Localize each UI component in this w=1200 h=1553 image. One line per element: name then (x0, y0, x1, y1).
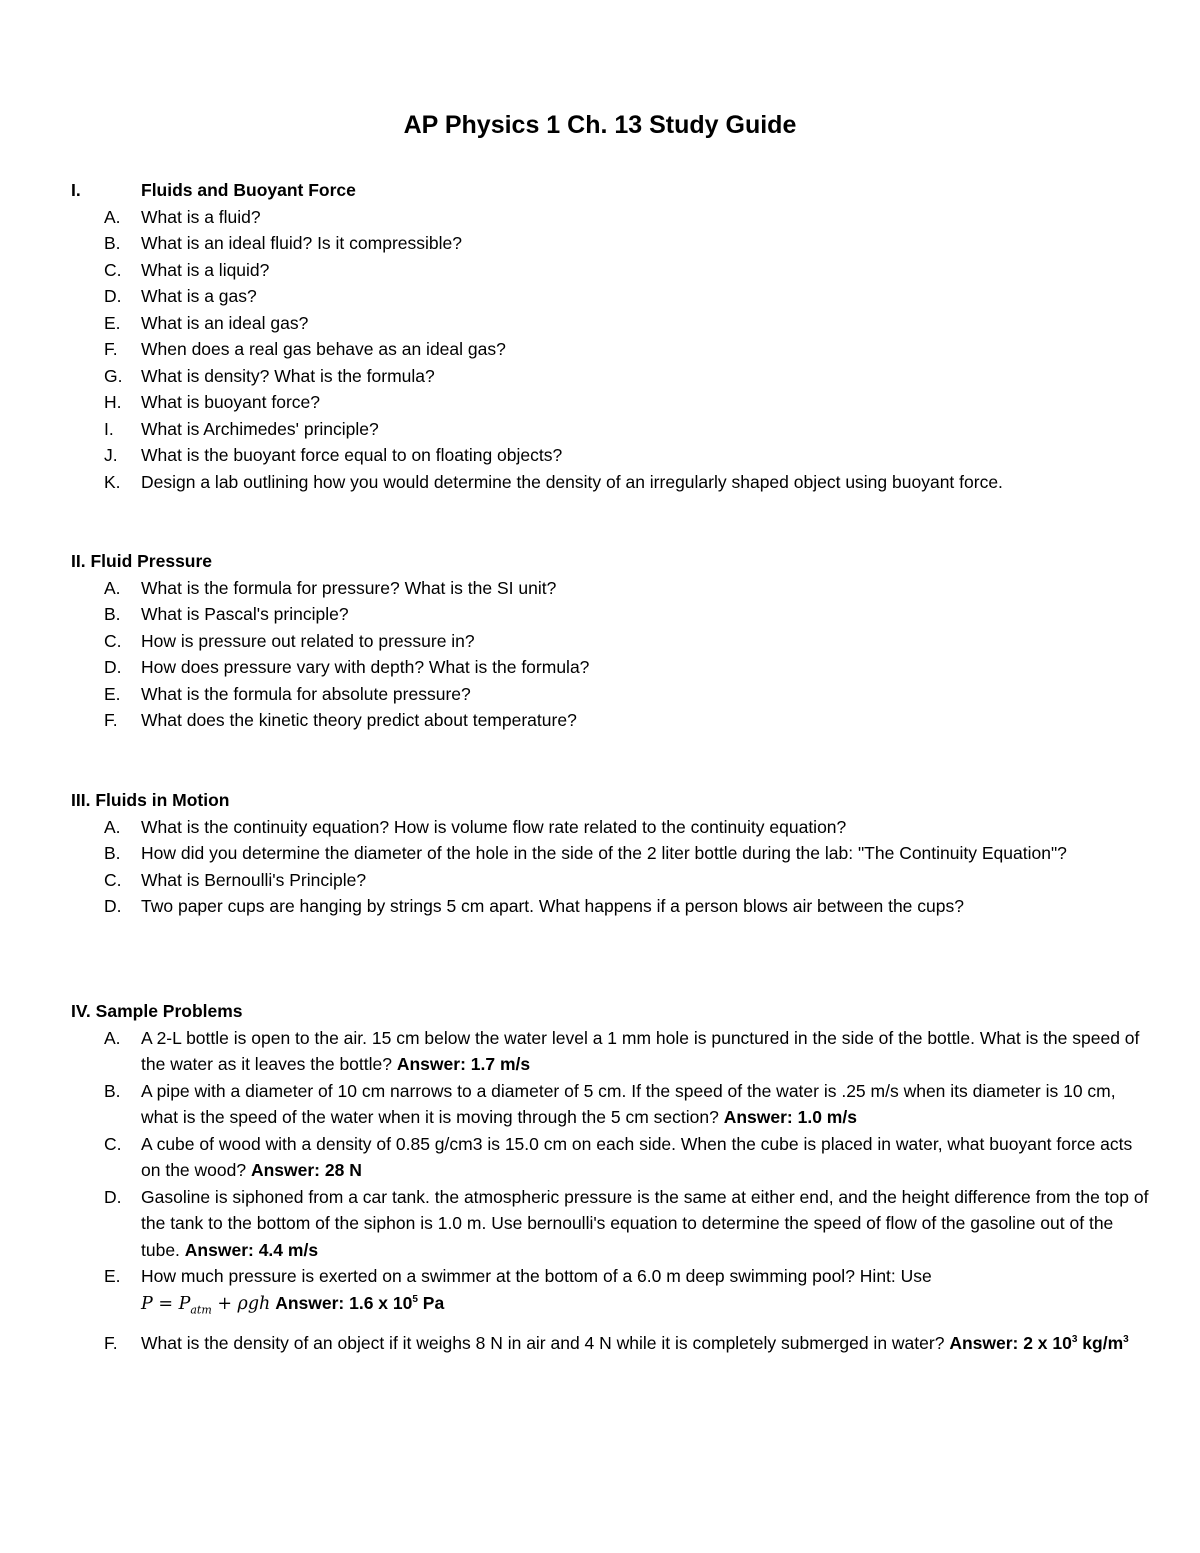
formula-subscript: atm (190, 1303, 212, 1317)
item-letter: I. (104, 418, 114, 439)
section-title: Fluids in Motion (95, 790, 230, 810)
item-text: What is a gas? (141, 286, 257, 306)
list-item (71, 601, 1151, 628)
item-text: How did you determine the diameter of the hole in the side of the 2 liter bottle during the lab: "The Continuity Equation"? (141, 843, 1067, 863)
item-letter: C. (104, 1133, 122, 1154)
item-text: How does pressure vary with depth? What is the formula? (141, 657, 590, 677)
pressure-formula (141, 1294, 271, 1317)
item-text: What is the formula for absolute pressure? (141, 683, 471, 704)
item-text: What does the kinetic theory predict about temperature? (141, 710, 577, 730)
item-text: What is an ideal fluid? Is it compressible? (141, 233, 462, 253)
list-item (71, 442, 1151, 469)
list-item (71, 814, 1151, 841)
answer-unit: Pa (417, 1293, 445, 1313)
item-letter: H. (104, 392, 122, 412)
section-title: Fluid Pressure (90, 551, 213, 571)
list-item (71, 575, 1151, 602)
item-letter: J. (104, 445, 118, 465)
section-fluids-buoyant-force (71, 177, 1151, 495)
section-fluids-in-motion (71, 787, 1151, 920)
list-item (71, 893, 1151, 920)
section-title: Sample Problems (95, 1001, 243, 1021)
list-item (71, 204, 1151, 231)
section-number: I. (71, 180, 81, 200)
section-number: IV. (71, 1001, 91, 1021)
unit-exponent: 3 (1123, 1333, 1129, 1345)
formula-rhs: + ρgh (211, 1294, 271, 1314)
list-item (71, 336, 1151, 363)
answer-text: Answer: 1.6 x 10 (275, 1293, 413, 1313)
list-item (71, 416, 1151, 443)
answer-unit: kg/m (1077, 1332, 1124, 1353)
item-text: What is the buoyant force equal to on floating objects? (141, 445, 563, 465)
answer: Answer: 1.7 m/s (396, 1054, 531, 1074)
answer-exponent: 3 (1071, 1333, 1078, 1345)
item-letter: E. (104, 1266, 121, 1286)
item-text: How is pressure out related to pressure in? (141, 630, 475, 651)
item-letter: F. (104, 339, 118, 359)
item-text: What is a liquid? (141, 259, 270, 280)
item-letter: D. (104, 896, 122, 916)
list-item (71, 1184, 1151, 1264)
section-heading (71, 998, 1151, 1025)
section-number: III. (71, 790, 91, 810)
item-text: What is buoyant force? (141, 392, 320, 412)
list-item (71, 310, 1151, 337)
section-title: Fluids and Buoyant Force (141, 180, 356, 200)
item-letter: F. (104, 1332, 118, 1353)
item-letter: A. (104, 816, 121, 837)
answer: Answer: 4.4 m/s (184, 1239, 319, 1260)
section-fluid-pressure (71, 548, 1151, 734)
list-item (71, 363, 1151, 390)
item-text: Design a lab outlining how you would determine the density of an irregularly shaped object using buoyant force. (141, 471, 1003, 492)
item-letter: E. (104, 683, 121, 704)
section-heading (71, 177, 1151, 204)
item-letter: K. (104, 471, 121, 492)
item-text: What is Pascal's principle? (141, 604, 349, 624)
answer: Answer: 1.0 m/s (723, 1107, 857, 1127)
section-sample-problems (71, 998, 1151, 1356)
item-letter: E. (104, 312, 121, 333)
item-text: What is the density of an object if it weighs 8 N in air and 4 N while it is completely submerged in water? (141, 1332, 950, 1353)
item-letter: G. (104, 365, 123, 386)
item-letter: C. (104, 869, 122, 890)
item-letter: A. (104, 577, 121, 598)
item-letter: C. (104, 630, 122, 651)
item-text: What is the formula for pressure? What is the SI unit? (141, 577, 557, 598)
answer: Answer: 28 N (250, 1160, 362, 1180)
item-letter: B. (104, 604, 121, 624)
item-letter: A. (104, 206, 121, 227)
item-text: What is an ideal gas? (141, 312, 309, 333)
item-letter: C. (104, 259, 122, 280)
answer (275, 1293, 444, 1313)
list-item (71, 389, 1151, 416)
answer (949, 1333, 1128, 1353)
item-letter: A. (104, 1027, 121, 1048)
item-letter: D. (104, 286, 122, 306)
item-text: A pipe with a diameter of 10 cm narrows to a diameter of 5 cm. If the speed of the water is .25 m/s when its diameter is 10 cm, what is the speed of the water when it is moving through the 5 cm section? (141, 1080, 1116, 1127)
item-text: What is a fluid? (141, 206, 261, 227)
formula-lhs: P = P (141, 1294, 191, 1314)
section-heading (71, 548, 1151, 575)
page-title: AP Physics 1 Ch. 13 Study Guide (403, 111, 797, 139)
item-text: What is density? What is the formula? (141, 365, 435, 386)
list-item (71, 654, 1151, 681)
item-text: What is Bernoulli's Principle? (141, 869, 367, 890)
list-item (71, 867, 1151, 894)
item-text: What is Archimedes' principle? (141, 418, 379, 439)
list-item (71, 707, 1151, 734)
list-item (71, 469, 1151, 496)
item-letter: B. (104, 843, 121, 863)
answer-text: Answer: 2 x 10 (949, 1332, 1072, 1353)
item-text: What is the continuity equation? How is volume flow rate related to the continuity equation? (141, 816, 847, 837)
list-item (71, 628, 1151, 655)
item-letter: D. (104, 1186, 122, 1207)
answer-exponent: 5 (412, 1294, 418, 1305)
list-item (71, 1078, 1151, 1131)
item-letter: F. (104, 710, 118, 730)
item-text: How much pressure is exerted on a swimmer at the bottom of a 6.0 m deep swimming pool? Hint: Use (141, 1266, 932, 1286)
list-item (71, 283, 1151, 310)
list-item (71, 230, 1151, 257)
item-text: When does a real gas behave as an ideal gas? (141, 339, 506, 359)
list-item (71, 1263, 1151, 1324)
item-text: Gasoline is siphoned from a car tank. the atmospheric pressure is the same at either end, and the height difference from the top of the tank to the bottom of the siphon is 1.0 m. Use bernoulli's equation to determine the speed of flow of the gasoline out of the tube. (141, 1186, 1149, 1260)
item-text: A cube of wood with a density of 0.85 g/cm3 is 15.0 cm on each side. When the cube is placed in water, what buoyant force acts on the wood? (141, 1133, 1133, 1180)
list-item (71, 1025, 1151, 1078)
item-letter: D. (104, 657, 122, 677)
section-heading (71, 787, 1151, 814)
item-text: A 2-L bottle is open to the air. 15 cm below the water level a 1 mm hole is punctured in the side of the bottle. What is the speed of the water as it leaves the bottle? (141, 1027, 1140, 1074)
list-item (71, 1131, 1151, 1184)
section-number: II. (71, 551, 86, 571)
item-text: Two paper cups are hanging by strings 5 cm apart. What happens if a person blows air between the cups? (141, 896, 964, 916)
item-letter: B. (104, 1080, 121, 1101)
list-item (71, 681, 1151, 708)
list-item (71, 840, 1151, 867)
list-item (71, 257, 1151, 284)
list-item (71, 1330, 1151, 1357)
item-letter: B. (104, 233, 121, 253)
